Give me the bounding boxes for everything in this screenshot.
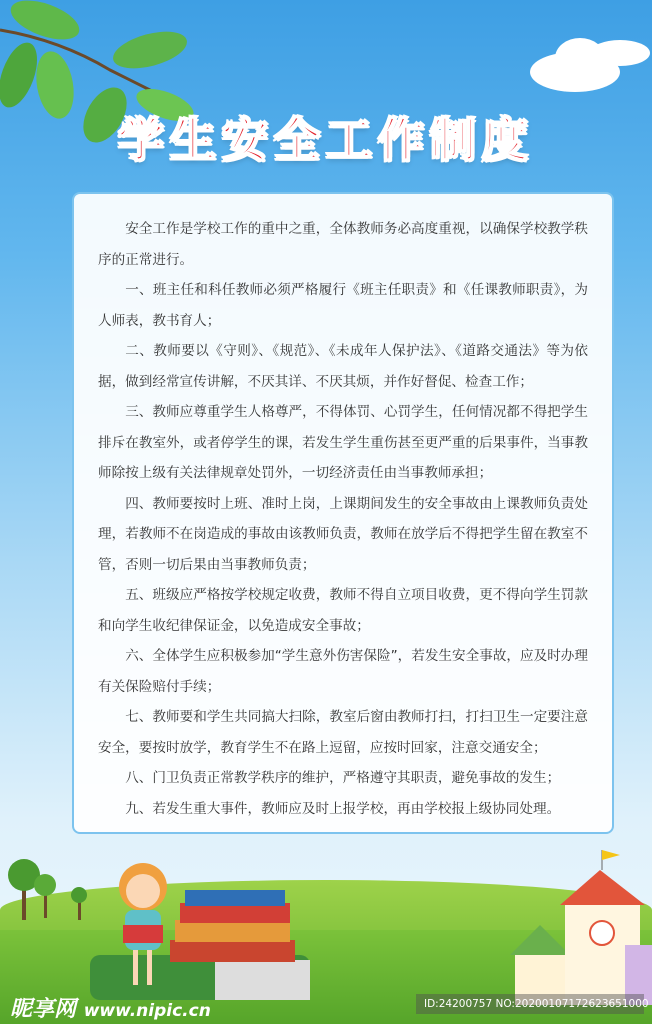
rule-paragraph: 八、门卫负责正常教学秩序的维护，严格遵守其职责，避免事故的发生； — [125, 770, 561, 786]
watermark-url: www.nipic.cn — [83, 1001, 211, 1021]
intro-paragraph: 安全工作是学校工作的重中之重，全体教师务必高度重视，以确保学校教学秩序的正常进行。 — [98, 221, 588, 268]
rule-paragraph: 五、班级应严格按学校规定收费，教师不得自立项目收费，更不得向学生罚款和向学生收纪律保证金，以免造成安全事故； — [98, 587, 588, 634]
watermark-logo — [10, 992, 211, 1023]
school-building-illustration — [505, 845, 652, 1005]
rule-paragraph: 一、班主任和科任教师必须严格履行《班主任职责》和《任课教师职责》，为人师表，教书育人； — [98, 282, 588, 329]
rule-paragraph: 七、教师要和学生共同搞大扫除，教室后窗由教师打扫，打扫卫生一定要注意安全，要按时放学，教育学生不在路上逗留，应按时回家，注意交通安全； — [98, 709, 588, 756]
rule-paragraph: 六、全体学生应积极参加“学生意外伤害保险”，若发生安全事故，应及时办理有关保险赔付手续； — [98, 648, 588, 695]
watermark-logo-text: 昵享网 — [10, 997, 77, 1022]
cloud — [590, 40, 650, 66]
page-title: 学生安全工作制度 — [118, 113, 534, 167]
rule-paragraph: 九、若发生重大事件，教师应及时上报学校，再由学校报上级协同处理。 — [125, 800, 561, 817]
rule-paragraph: 四、教师要按时上班、准时上岗，上课期间发生的安全事故由上课教师负责处理，若教师不在岗造成的事故由该教师负责，教师在放学后不得把学生留在教室不管，否则一切后果由当事教师负责； — [98, 495, 588, 573]
image-id-label: ID:24200757 NO:20200107172623651000 — [416, 994, 644, 1014]
girl-reading-books-illustration — [85, 855, 315, 1015]
content-panel — [72, 192, 614, 834]
rule-paragraph: 三、教师应尊重学生人格尊严，不得体罚、心罚学生，任何情况都不得把学生排斥在教室外，或者停学生的课，若发生学生重伤甚至更严重的后果事件，当事教师除按上级有关法律规章处罚外，一切经济责任由当事教师承担； — [98, 404, 588, 481]
rule-paragraph: 二、教师要以《守则》、《规范》、《未成年人保护法》、《道路交通法》等为依据，做到经常宣传讲解，不厌其详、不厌其烦，并作好督促、检查工作； — [98, 343, 588, 390]
